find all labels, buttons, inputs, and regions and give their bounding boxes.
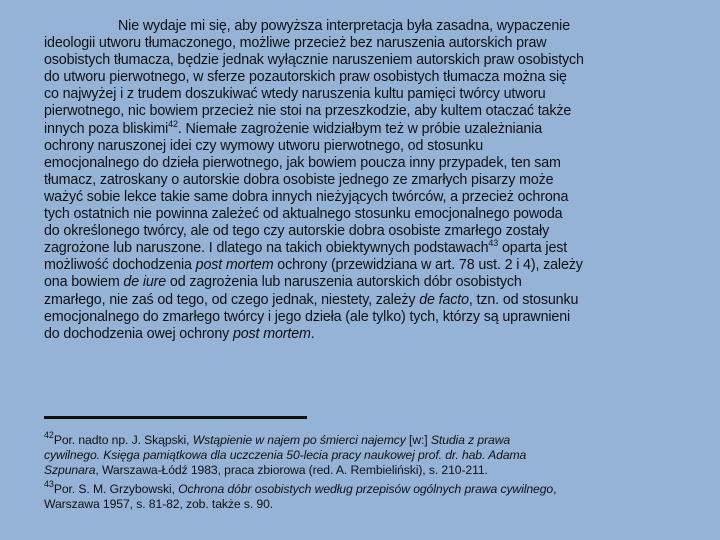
italic-text: de iure — [123, 274, 167, 291]
text-segment: ochrony naruszonej idei czy wymowy utworu pierwotnego, od stosunku — [44, 137, 484, 154]
footnote-line — [44, 430, 716, 448]
paragraph-line — [44, 118, 716, 138]
text-segment: innych poza bliskimi — [44, 120, 169, 137]
footnote-line — [44, 448, 716, 463]
paragraph-line — [44, 223, 716, 240]
text-segment: tłumacz, zatroskany o autorskie dobra osobiste jednego ze zmarłych pisarzy może — [44, 171, 554, 188]
text-segment: możliwość dochodzenia — [44, 257, 196, 274]
text-segment: do określonego twórcy, ale od tego czy autorskie dobra osobiste zmarłego zostały — [44, 223, 550, 240]
paragraph-line — [44, 35, 716, 52]
text-segment: tych ostatnich nie powinna zależeć od aktualnego stosunku emocjonalnego powoda — [44, 206, 563, 223]
paragraph-line — [44, 138, 716, 155]
italic-text: cywilnego. Księga pamiątkowa dla uczczenia 50-lecia pracy naukowej prof. dr. hab. Adama — [44, 448, 527, 462]
paragraph-line — [44, 18, 716, 35]
paragraph-line — [44, 86, 716, 103]
footnote-line — [44, 479, 716, 497]
italic-text: Ochrona dóbr osobistych według przepisów ogólnych prawa cywilnego — [178, 482, 554, 496]
text-segment: . Niemałe zagrożenie widziałbym też w próbie uzależniania — [177, 120, 543, 137]
italic-text: post mortem — [195, 257, 274, 274]
footnote-line — [44, 497, 716, 512]
text-segment: zmarłego, nie zaś od tego, od czego jednak, niestety, zależy — [44, 291, 420, 308]
text-segment: do utworu pierwotnego, w sferze pozautorskich praw osobistych tłumacza można się — [44, 69, 567, 86]
text-segment: ideologii utworu tłumaczonego, możliwe przecież bez naruszenia autorskich praw — [44, 35, 547, 52]
italic-text: Szpunara — [44, 463, 96, 477]
text-segment: Warszawa 1957, s. 81-82, zob. także s. 90. — [44, 497, 274, 511]
text-segment: ochrony (przewidziana w art. 78 ust. 2 i 4), zależy — [273, 257, 583, 274]
paragraph-line — [44, 69, 716, 86]
paragraph-line — [44, 257, 716, 274]
italic-text: post mortem — [232, 325, 311, 342]
paragraph-line — [44, 274, 716, 291]
main-paragraph — [44, 18, 716, 343]
text-segment: ważyć sobie lekce takie same dobra innych nieżyjących twórców, a przecież ochrona — [44, 188, 569, 205]
footnote-line — [44, 463, 716, 478]
footnote-reference: 42 — [168, 118, 178, 129]
text-segment: od zagrożenia lub naruszenia autorskich dóbr osobistych — [166, 274, 522, 291]
paragraph-line — [44, 52, 716, 69]
paragraph-line — [44, 189, 716, 206]
text-segment: co najwyżej i z trudem doszukiwać wtedy naruszenia kultu pamięci twórcy utworu — [44, 86, 546, 103]
italic-text: Studia z prawa — [430, 433, 511, 447]
paragraph-line — [44, 309, 716, 326]
paragraph-line — [44, 240, 716, 257]
italic-text: Wstąpienie w najem po śmierci najemcy — [192, 433, 406, 447]
italic-text: de facto — [419, 291, 469, 308]
text-segment: [w:] — [405, 433, 431, 447]
paragraph-line — [44, 326, 716, 343]
text-segment: do dochodzenia owej ochrony — [44, 325, 233, 342]
paragraph-line — [44, 155, 716, 172]
paragraph-line — [44, 206, 716, 223]
text-segment: Por. S. M. Grzybowski, — [53, 482, 179, 496]
paragraph-line — [44, 292, 716, 309]
footnote-reference: 43 — [488, 238, 499, 249]
paragraph-line — [44, 103, 716, 120]
text-segment: , — [553, 482, 557, 496]
text-segment: , tzn. od stosunku — [468, 291, 579, 308]
text-segment: Nie wydaje mi się, aby powyższa interpretacja była zasadna, wypaczenie — [118, 18, 570, 34]
text-segment: , Warszawa-Łódź 1983, praca zbiorowa (red. A. Rembieliński), s. 210-211. — [95, 463, 488, 477]
text-segment: emocjonalnego do dzieła pierwotnego, jak bowiem poucza inny przypadek, ten sam — [44, 154, 561, 171]
footnotes — [44, 430, 716, 512]
footnote-separator — [44, 416, 307, 419]
text-segment: Por. nadto np. J. Skąpski, — [53, 433, 193, 447]
text-segment: zagrożone lub naruszone. I dlatego na takich obiektywnych podstawach — [44, 240, 489, 257]
paragraph-line — [44, 172, 716, 189]
footnote-reference: 43 — [44, 479, 54, 489]
text-segment: pierwotnego, nic bowiem przecież nie stoi na przeszkodzie, aby kultem otaczać także — [44, 103, 572, 120]
text-segment: osobistych tłumacza, będzie jednak wyłącznie naruszeniem autorskich praw osobistych — [44, 52, 584, 69]
text-segment: ona bowiem — [44, 274, 124, 291]
footnote-reference: 42 — [44, 430, 54, 440]
text-segment: . — [310, 325, 315, 342]
text-segment: emocjonalnego do zmarłego twórcy i jego dzieła (ale tylko) tych, którzy są uprawnieni — [44, 308, 571, 325]
text-segment: oparta jest — [498, 240, 568, 257]
